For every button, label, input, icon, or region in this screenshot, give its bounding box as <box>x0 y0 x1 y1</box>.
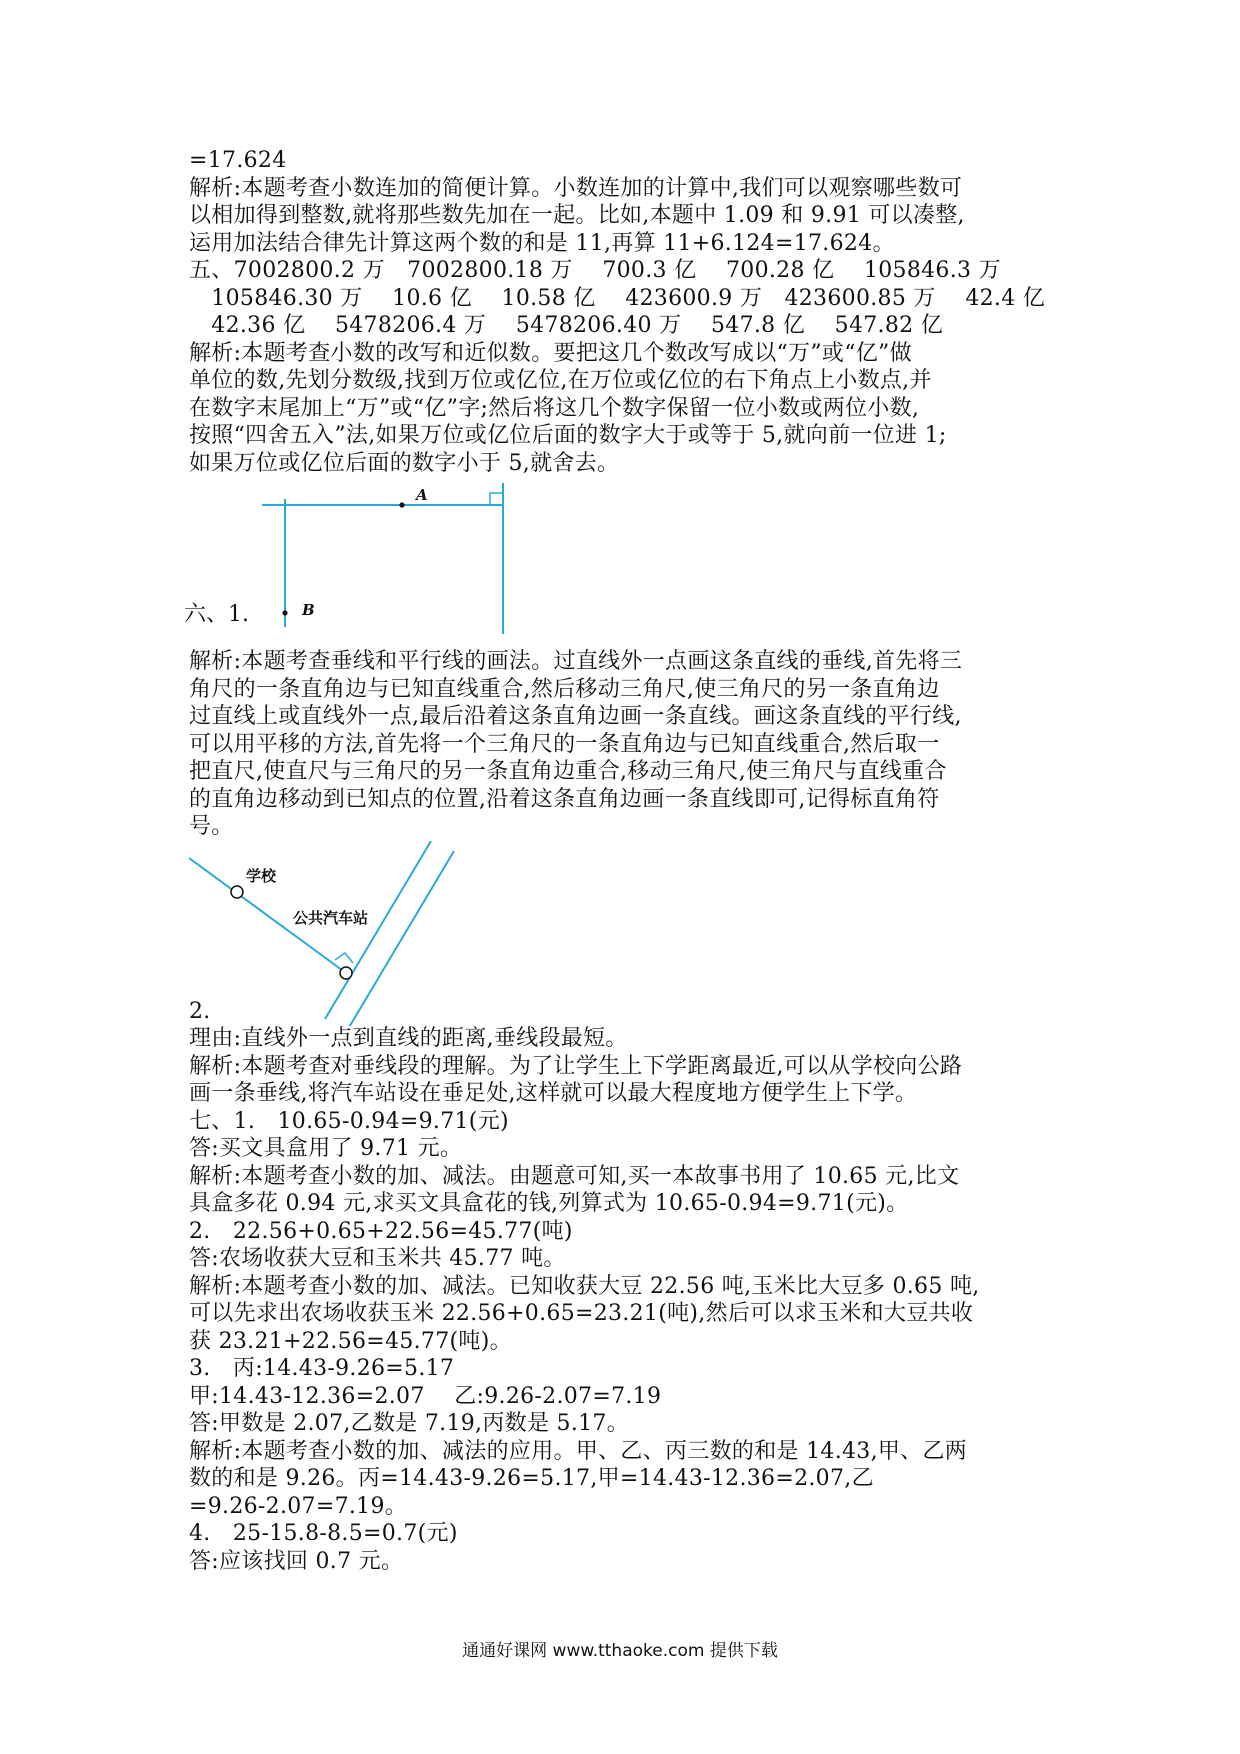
text-line: 答:农场收获大豆和玉米共 45.77 吨。 <box>189 1246 566 1271</box>
perpendicular-parallel-drawing <box>189 477 1069 634</box>
figure-perpendicular-parallel <box>184 477 1069 634</box>
text-line: 理由:直线外一点到直线的距离,垂线段最短。 <box>189 1026 628 1051</box>
text-line: 在数字末尾加上“万”或“亿”字;然后将这几个数字保留一位小数或两位小数, <box>189 395 920 421</box>
text-line: 2. 22.56+0.65+22.56=45.77(吨) <box>189 1218 573 1244</box>
text-line: 答:应该找回 0.7 元。 <box>189 1548 404 1574</box>
text-line: 4. 25-15.8-8.5=0.7(元) <box>189 1521 458 1546</box>
text-line: 42.36 亿 5478206.4 万 5478206.40 万 547.8 亿 547.82 亿 <box>189 313 944 338</box>
question-label: 六、1. <box>184 602 249 627</box>
school-point <box>231 886 243 898</box>
text-line: 数的和是 9.26。丙=14.43-9.26=5.17,甲=14.43-12.36=2.07,乙 <box>189 1466 874 1491</box>
text-line: 具盒多花 0.94 元,求买文具盒花的钱,列算式为 10.65-0.94=9.71(元)。 <box>189 1191 909 1216</box>
text-line: 按照“四舍五入”法,如果万位或亿位后面的数字大于或等于 5,就向前一位进 1; <box>189 423 947 448</box>
text-line: 105846.30 万 10.6 亿 10.58 亿 423600.9 万 423600.85 万 42.4 亿 <box>189 285 1046 311</box>
text-line: =9.26-2.07=7.19。 <box>189 1493 408 1519</box>
right-angle-mark <box>490 493 503 505</box>
text-line: 可以先求出农场收获玉米 22.56+0.65=23.21(吨),然后可以求玉米和大豆共收 <box>189 1301 974 1326</box>
text-line: 过直线上或直线外一点,最后沿着这条直角边画一条直线。画这条直线的平行线, <box>189 704 962 729</box>
bus-stop-label: 公共汽车站 <box>293 908 369 927</box>
text-line: 答:甲数是 2.07,乙数是 7.19,丙数是 5.17。 <box>189 1411 630 1436</box>
text-line: 单位的数,先划分数级,找到万位或亿位,在万位或亿位的右下角点上小数点,并 <box>189 368 932 393</box>
page-footer: 通通好课网 www.tthaoke.com 提供下载 <box>462 1641 778 1661</box>
point-a-dot <box>399 502 404 507</box>
text-line: 3. 丙:14.43-9.26=5.17 <box>189 1356 455 1381</box>
document-body <box>184 147 1069 1575</box>
point-a-label: A <box>416 486 428 504</box>
text-line: 解析:本题考查垂线和平行线的画法。过直线外一点画这条直线的垂线,首先将三 <box>189 649 963 674</box>
text-line: 把直尺,使直尺与三角尺的另一条直角边重合,移动三角尺,使三角尺与直线重合 <box>189 759 947 784</box>
text-line: 解析:本题考查小数的改写和近似数。要把这几个数改写成以“万”或“亿”做 <box>189 340 912 366</box>
answer-block-top <box>189 147 1069 477</box>
text-line: 的直角边移动到已知点的位置,沿着这条直角边画一条直线即可,记得标直角符 <box>189 786 940 812</box>
school-road-drawing <box>189 841 1069 1026</box>
bus-stop-point <box>340 967 352 979</box>
point-b-label: B <box>302 601 315 619</box>
answer-block-bottom <box>189 1025 1069 1575</box>
text-line: 角尺的一条直角边与已知直线重合,然后移动三角尺,使三角尺的另一条直角边 <box>189 676 940 702</box>
school-label: 学校 <box>246 866 277 885</box>
text-line: 五、7002800.2 万 7002800.18 万 700.3 亿 700.28 亿 105846.3 万 <box>189 258 1001 283</box>
text-line: 甲:14.43-12.36=2.07 乙:9.26-2.07=7.19 <box>189 1383 662 1409</box>
answer-block-middle <box>189 648 1069 841</box>
text-line: 画一条垂线,将汽车站设在垂足处,这样就可以最大程度地方便学生上下学。 <box>189 1081 918 1106</box>
text-line: 以相加得到整数,就将那些数先加在一起。比如,本题中 1.09 和 9.91 可以凑整, <box>189 203 965 228</box>
text-line: 解析:本题考查对垂线段的理解。为了让学生上下学距离最近,可以从学校向公路 <box>189 1053 963 1079</box>
text-line: 运用加法结合律先计算这两个数的和是 11,再算 11+6.124=17.624。 <box>189 230 895 256</box>
text-line: 获 23.21+22.56=45.77(吨)。 <box>189 1328 512 1354</box>
text-line: 解析:本题考查小数的加、减法。由题意可知,买一本故事书用了 10.65 元,比文 <box>189 1163 960 1189</box>
road-line-right <box>348 851 454 1026</box>
right-angle-mark <box>335 953 353 963</box>
text-line: 可以用平移的方法,首先将一个三角尺的一条直角边与已知直线重合,然后取一 <box>189 731 940 757</box>
figure-school-bus-stop <box>189 841 1069 1026</box>
text-line: =17.624 <box>189 148 287 173</box>
text-line: 答:买文具盒用了 9.71 元。 <box>189 1136 463 1161</box>
text-line: 七、1. 10.65-0.94=9.71(元) <box>189 1108 509 1134</box>
point-b-dot <box>282 610 287 615</box>
text-line: 解析:本题考查小数的加、减法的应用。甲、乙、丙三数的和是 14.43,甲、乙两 <box>189 1438 968 1464</box>
text-line: 解析:本题考查小数连加的简便计算。小数连加的计算中,我们可以观察哪些数可 <box>189 175 963 201</box>
text-line: 如果万位或亿位后面的数字小于 5,就舍去。 <box>189 450 620 476</box>
text-line: 解析:本题考查小数的加、减法。已知收获大豆 22.56 吨,玉米比大豆多 0.65 吨, <box>189 1273 980 1299</box>
text-line: 号。 <box>189 814 234 839</box>
question-label-2: 2. <box>189 998 211 1024</box>
